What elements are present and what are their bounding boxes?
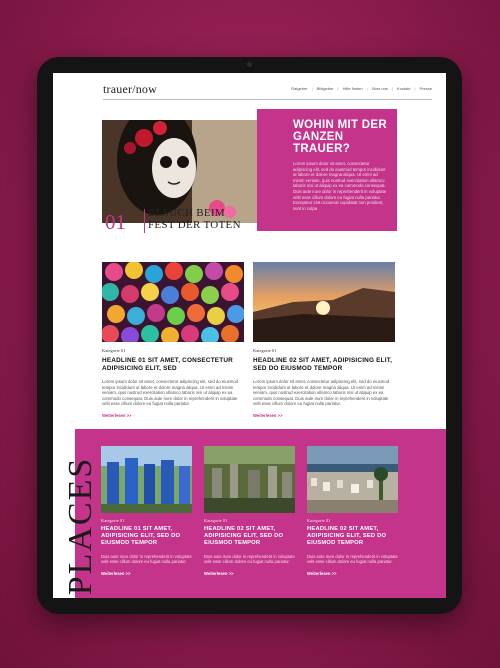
nav-separator: | — [391, 86, 393, 91]
nav-item-presse[interactable]: Presse — [419, 86, 432, 91]
nav-item-kontakt[interactable]: Kontakt — [396, 86, 411, 91]
article-category: Kategorie 01 — [102, 348, 126, 353]
nav-item-ueber-uns[interactable]: Über uns — [371, 86, 388, 91]
article-card-2 — [253, 262, 395, 418]
place-image-cemetery-crosses[interactable] — [101, 446, 192, 513]
read-more-link[interactable]: Weiterlesen >> — [102, 412, 132, 418]
place-category: Kategorie 01 — [307, 518, 331, 523]
hero-caption[interactable] — [144, 207, 254, 231]
place-text: Duis aute irure dolor in reprehenderit in voluptate velit esse cillum dolore eu fugiat nulla pariatur. — [204, 553, 295, 565]
place-image-graveyard[interactable] — [204, 446, 295, 513]
article-headline[interactable]: HEADLINE 02 SIT AMET, ADIPISICING ELIT, SED DO EIUSMOD TEMPOR — [253, 357, 393, 372]
hero-teaser-box[interactable] — [257, 109, 397, 231]
hero-text: Lorem ipsum dolor sit amet, consectetur adipiscing elit, sed do eiusmod tempor incididunt ut labore et dolore magna aliqua. Ut enim ad minim veniam, quis nostrud exercitation ullamco laboris nisi ut aliquip ex ea commodo consequat. Duis aute irure dolor in reprehenderit in voluptate velit esse cillum dolore eu fugiat nulla pariatur. Excepteur sint occaecat cupidatat non proident, sunt in culpa — [293, 161, 387, 211]
place-card-2 — [204, 446, 295, 576]
article-text: Lorem ipsum dolor sit amet, consectetur adipiscing elit, sed do eiusmod tempor incididunt ut labore et dolore magna aliqua. Ut enim ad minim veniam, quis nostrud exercitation ullamco laboris nisi ut aliquip ex ea commodo consequat. Duis aute irure dolor in reprehenderit in voluptate velit esse cillum dolore eu fugiat nulla pariatur. — [102, 379, 239, 406]
place-category: Kategorie 01 — [101, 518, 125, 523]
article-image-skulls[interactable] — [102, 262, 244, 342]
nav-separator: | — [337, 86, 339, 91]
hero-caption-text: BESUCH BEIM FEST DER TOTEN — [148, 207, 241, 231]
read-more-link[interactable]: Weiterlesen >> — [253, 412, 283, 418]
hero-title: WOHIN MIT DER GANZEN TRAUER? — [293, 119, 387, 155]
read-more-link[interactable]: Weiterlesen >> — [204, 571, 234, 577]
place-headline[interactable]: HEADLINE 01 SIT AMET, ADIPISICING ELIT, SED DO EIUSMOD TEMPOR — [101, 526, 181, 547]
main-nav — [291, 86, 432, 91]
website-screen — [53, 73, 446, 598]
places-vertical-heading: PLACES — [62, 456, 99, 596]
read-more-link[interactable]: Weiterlesen >> — [307, 571, 337, 577]
feature-number: 01 — [105, 210, 126, 234]
article-headline[interactable]: HEADLINE 01 SIT AMET, CONSECTETUR ADIPISICING ELIT, SED — [102, 357, 233, 372]
nav-item-ratgeber[interactable]: Ratgeber — [291, 86, 308, 91]
nav-item-hilfe[interactable]: Hilfe finden — [342, 86, 363, 91]
place-card-3 — [307, 446, 398, 576]
article-image-sunset[interactable] — [253, 262, 395, 342]
article-text: Lorem ipsum dolor sit amet, consectetur adipiscing elit, sed do eiusmod tempor incididunt ut labore et dolore magna aliqua. Ut enim ad minim veniam, quis nostrud exercitation ullamco laboris nisi ut aliquip ex ea commodo consequat. Duis aute irure dolor in reprehenderit in voluptate velit esse cillum dolore eu fugiat nulla pariatur. — [253, 379, 390, 406]
article-card-1 — [102, 262, 244, 418]
article-category: Kategorie 01 — [253, 348, 277, 353]
place-image-seaside-cemetery[interactable] — [307, 446, 398, 513]
place-card-1 — [101, 446, 192, 576]
header-divider — [103, 99, 432, 100]
place-headline[interactable]: HEADLINE 02 SIT AMET, ADIPISICING ELIT, SED DO EIUSMOD TEMPOR — [307, 526, 387, 547]
read-more-link[interactable]: Weiterlesen >> — [101, 571, 131, 577]
place-headline[interactable]: HEADLINE 02 SIT AMET, ADIPISICING ELIT, SED DO EIUSMOD TEMPOR — [204, 526, 284, 547]
tablet-frame — [37, 57, 462, 614]
place-text: Duis aute irure dolor in reprehenderit in voluptate velit esse cillum dolore eu fugiat nulla pariatur. — [307, 553, 398, 565]
place-text: Duis aute irure dolor in reprehenderit in voluptate velit esse cillum dolore eu fugiat nulla pariatur. — [101, 553, 192, 565]
nav-separator: | — [311, 86, 313, 91]
nav-separator: | — [414, 86, 416, 91]
camera-dot — [247, 62, 252, 67]
site-logo[interactable]: trauer/now — [103, 82, 157, 96]
place-category: Kategorie 01 — [204, 518, 228, 523]
nav-separator: | — [366, 86, 368, 91]
nav-item-bildgeber[interactable]: Bildgeber — [316, 86, 334, 91]
